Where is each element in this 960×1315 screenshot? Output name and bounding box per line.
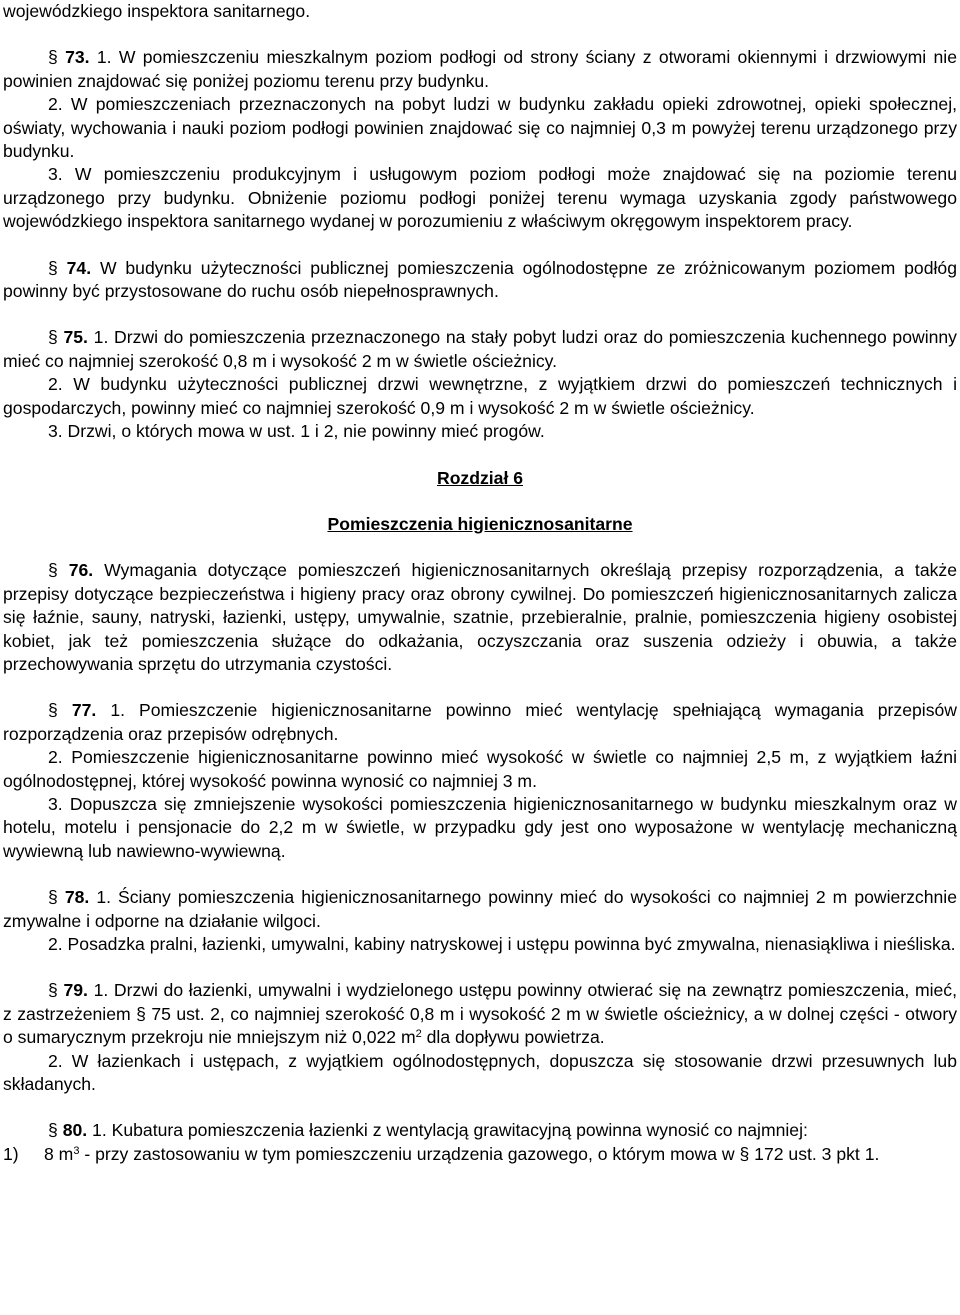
paragraph-77-2: 2. Pomieszczenie higienicznosanitarne powinno mieć wysokość w świetle co najmniej 2,5 m, z wyjątkiem łaźni ogólnodostępnej, której wysokość powinna wynosić co najmniej 3 m. bbox=[3, 747, 957, 791]
paragraph-text-end: dla dopływu powietrza. bbox=[421, 1027, 605, 1048]
paragraph-75-2: 2. W budynku użyteczności publicznej drzwi wewnętrzne, z wyjątkiem drzwi do pomieszczeń technicznych i gospodarczych, powinny mieć co najmniej szerokość 0,9 m i wysokość 2 m w świetle ościeżnicy. bbox=[3, 374, 957, 418]
superscript: 2 bbox=[415, 1028, 422, 1041]
paragraph-text: Wymagania dotyczące pomieszczeń higienicznosanitarnych określają przepisy rozporządzenia, a także przepisy dotyczące bezpieczeństwa i higieny pracy oraz obrony cywilnej. Do pomieszczeń higienicznosanitarnych zalicza się łaźnie, sauny, natryski, łazienki, ustępy, umywalnie, szatnie, przebieralnie, pralnie, pomieszczenia higieny osobistej kobiet, jak też pomieszczenia służące do odkażania, oczyszczania oraz suszenia odzieży i obuwia, a także przechowywania sprzętu do utrzymania czystości. bbox=[3, 560, 957, 674]
paragraph-79-2: 2. W łazienkach i ustępach, z wyjątkiem ogólnodostępnych, dopuszcza się stosowanie drzwi przesuwnych lub składanych. bbox=[3, 1050, 957, 1095]
section-number: 79. bbox=[63, 980, 88, 1001]
paragraph-74: § 74. W budynku użyteczności publicznej pomieszczenia ogólnodostępne ze zróżnicowanym poziomem podłóg powinny być przystosowane do ruchu osób niepełnosprawnych. bbox=[3, 257, 957, 302]
paragraph-text: 1. Pomieszczenie higienicznosanitarne powinno mieć wentylację spełniającą wymagania przepisów rozporządzenia oraz przepisów odrębnych. bbox=[3, 700, 957, 744]
list-text bbox=[44, 1143, 957, 1166]
paragraph-80-1: § 80. 1. Kubatura pomieszczenia łazienki z wentylacją grawitacyjną powinna wynosić co najmniej: bbox=[48, 1120, 808, 1141]
chapter-label: Rozdział 6 bbox=[436, 467, 524, 488]
list-number: 1) bbox=[3, 1143, 19, 1164]
intro-line: wojewódzkiego inspektora sanitarnego. bbox=[3, 1, 311, 21]
list-text-start: 8 m bbox=[44, 1143, 74, 1164]
section-number: 76. bbox=[68, 560, 94, 581]
paragraph-77-3: 3. Dopuszcza się zmniejszenie wysokości pomieszczenia higienicznosanitarnego w budynku mieszkalnym oraz w hotelu, motelu i pensjonacie do 2,2 m w świetle, w przypadku gdy jest ono wyposażone w wentylację mechaniczną wywiewną lub nawiewno-wywiewną. bbox=[3, 793, 957, 861]
superscript: 3 bbox=[73, 1144, 80, 1157]
paragraph-75-1: § 75. 1. Drzwi do pomieszczenia przeznaczonego na stały pobyt ludzi oraz do pomieszczenia kuchennego powinny mieć co najmniej szerokość 0,8 m i wysokość 2 m w świetle ościeżnicy. bbox=[3, 327, 957, 371]
chapter-title: Pomieszczenia higienicznosanitarne bbox=[327, 513, 633, 534]
paragraph-text: 1. Ściany pomieszczenia higienicznosanitarnego powinny mieć do wysokości co najmniej 2 m powierzchnie zmywalne i odporne na działanie wilgoci. bbox=[3, 887, 957, 931]
paragraph-78-2: 2. Posadzka pralni, łazienki, umywalni, kabiny natryskowej i ustępu powinna być zmywalna, nienasiąkliwa i nieśliska. bbox=[48, 934, 956, 954]
paragraph-75-3: 3. Drzwi, o których mowa w ust. 1 i 2, nie powinny mieć progów. bbox=[48, 421, 545, 442]
paragraph-text: 1. W pomieszczeniu mieszkalnym poziom podłogi od strony ściany z otworami okiennymi i drzwiowymi nie powinien znajdować się poniżej poziomu terenu przy budynku. bbox=[3, 47, 957, 91]
paragraph-text: 1. Drzwi do pomieszczenia przeznaczonego na stały pobyt ludzi oraz do pomieszczenia kuchennego powinny mieć co najmniej szerokość 0,8 m i wysokość 2 m w świetle ościeżnicy. bbox=[3, 327, 957, 371]
section-number: 73. bbox=[65, 47, 90, 68]
paragraph-79-1: § 79. 1. Drzwi do łazienki, umywalni i wydzielonego ustępu powinny otwierać się na zewnątrz pomieszczenia, mieć, z zastrzeżeniem § 75 ust. 2, co najmniej szerokość 0,8 m i wysokość 2 m w świetle ościeżnicy, a w dolnej części - otwory o sumarycznym przekroju nie mniejszym niż 0,022 $m^2$ dla dopływu powietrza. bbox=[3, 980, 957, 1048]
section-number: 74. bbox=[66, 257, 92, 278]
section-number: 78. bbox=[64, 887, 90, 908]
section-number: 77. bbox=[71, 700, 97, 721]
paragraph-73-1: § 73. 1. W pomieszczeniu mieszkalnym poziom podłogi od strony ściany z otworami okiennymi i drzwiowymi nie powinien znajdować się poniżej poziomu terenu przy budynku. bbox=[3, 47, 957, 91]
list-item bbox=[3, 1143, 957, 1166]
paragraph-73-2: 2. W pomieszczeniach przeznaczonych na pobyt ludzi w budynku zakładu opieki zdrowotnej, opieki społecznej, oświaty, wychowania i nauki poziom podłogi powinien znajdować się co najmniej 0,3 m powyżej terenu urządzonego przy budynku. bbox=[3, 94, 957, 162]
section-number: 80. bbox=[62, 1120, 88, 1141]
list-text-end: - przy zastosowaniu w tym pomieszczeniu urządzenia gazowego, o którym mowa w § 172 ust. 3 pkt 1. bbox=[79, 1143, 880, 1164]
paragraph-76: § 76. Wymagania dotyczące pomieszczeń higienicznosanitarnych określają przepisy rozporządzenia, a także przepisy dotyczące bezpieczeństwa i higieny pracy oraz obrony cywilnej. Do pomieszczeń higienicznosanitarnych zalicza się łaźnie, sauny, natryski, łazienki, ustępy, umywalnie, szatnie, przebieralnie, pralnie, pomieszczenia higieny osobistej kobiet, jak też pomieszczenia służące do odkażania, oczyszczania oraz suszenia odzieży i obuwia, a także przechowywania sprzętu do utrzymania czystości. bbox=[3, 560, 957, 674]
paragraph-text: 1. Drzwi do łazienki, umywalni i wydzielonego ustępu powinny otwierać się na zewnątrz pomieszczenia, mieć, z zastrzeżeniem § 75 ust. 2, co najmniej szerokość 0,8 m i wysokość 2 m w świetle ościeżnicy, a w dolnej części - otwory o sumarycznym przekroju nie mniejszym niż 0,022 m bbox=[3, 980, 957, 1048]
paragraph-text: W budynku użyteczności publicznej pomieszczenia ogólnodostępne ze zróżnicowanym poziomem podłóg powinny być przystosowane do ruchu osób niepełnosprawnych. bbox=[3, 257, 957, 302]
paragraph-77-1: § 77. 1. Pomieszczenie higienicznosanitarne powinno mieć wentylację spełniającą wymagania przepisów rozporządzenia oraz przepisów odrębnych. bbox=[3, 700, 957, 744]
paragraph-text: 1. Kubatura pomieszczenia łazienki z wentylacją grawitacyjną powinna wynosić co najmniej: bbox=[92, 1120, 808, 1141]
paragraph-78-1: § 78. 1. Ściany pomieszczenia higienicznosanitarnego powinny mieć do wysokości co najmniej 2 m powierzchnie zmywalne i odporne na działanie wilgoci. bbox=[3, 887, 957, 931]
section-number: 75. bbox=[63, 327, 88, 348]
paragraph-73-3: 3. W pomieszczeniu produkcyjnym i usługowym poziom podłogi może znajdować się na poziomie terenu urządzonego przy budynku. Obniżenie poziomu podłogi poniżej terenu wymaga uzyskania zgody państwowego wojewódzkiego inspektora sanitarnego wydanej w porozumieniu z właściwym okręgowym inspektorem pracy. bbox=[3, 164, 957, 232]
